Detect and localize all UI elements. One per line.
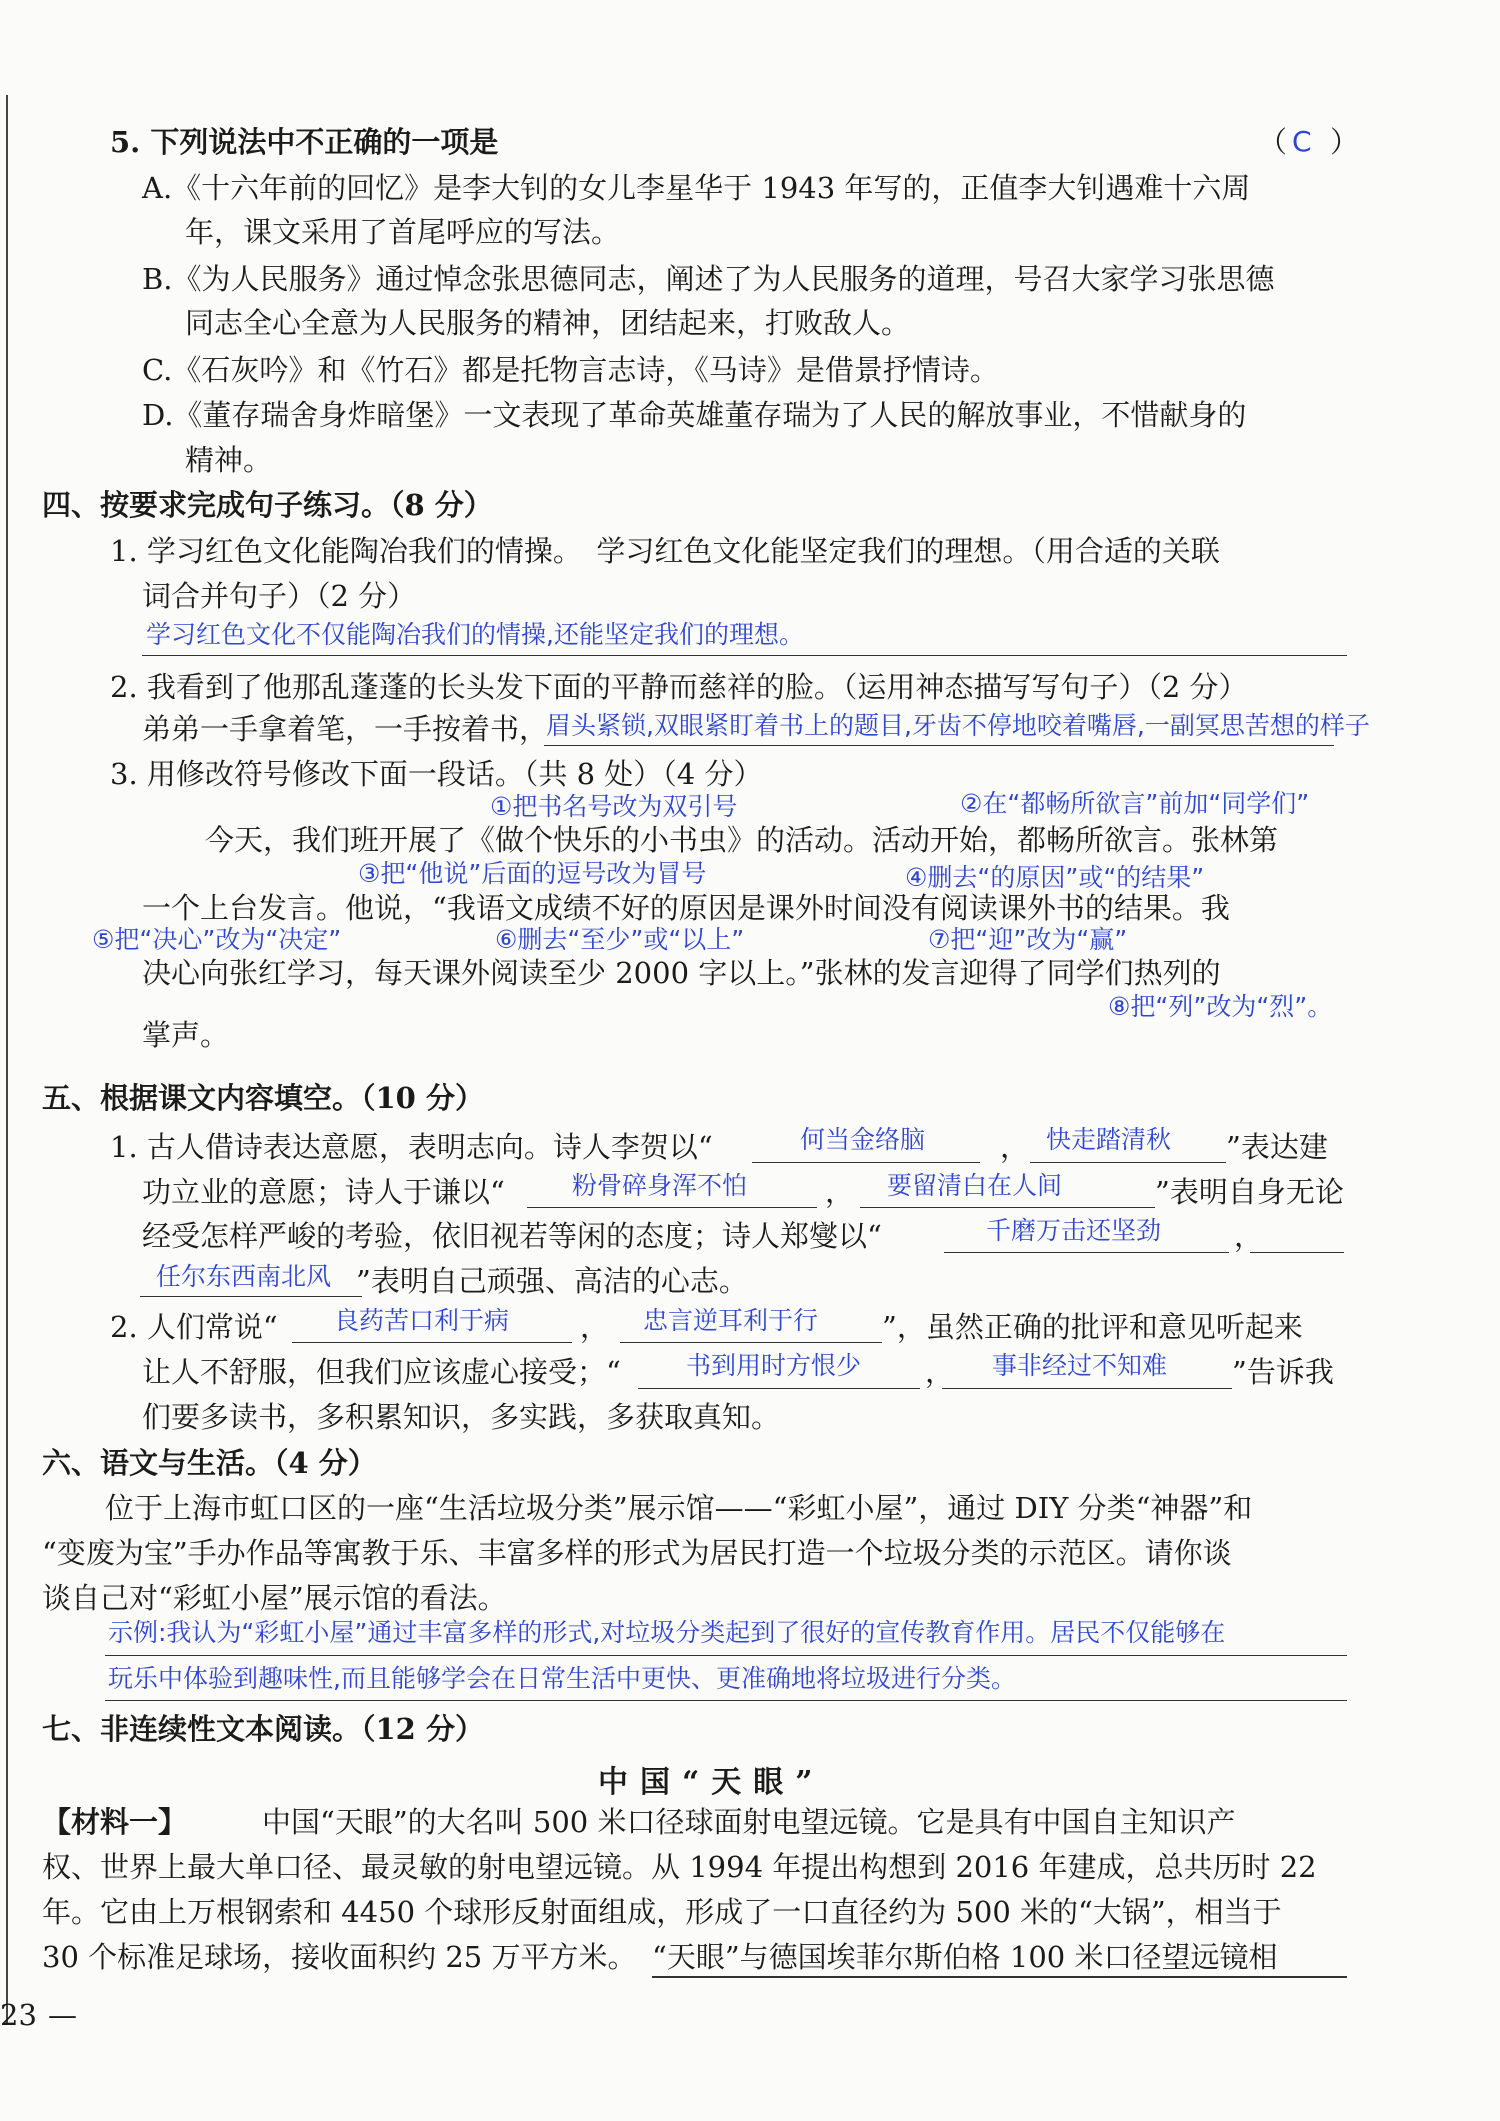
s5-answer-10: 事非经过不知难 bbox=[992, 1351, 1168, 1380]
s5-q1-text-f: ”表明自己顽强、高洁的心志。 bbox=[356, 1264, 748, 1298]
s4-q3-para-line3: 决心向张红学习，每天课外阅读至少 2000 字以上。”张林的发言迎得了同学们热列的 bbox=[142, 956, 1221, 990]
q5-stem: 5. 下列说法中不正确的一项是 bbox=[110, 125, 499, 159]
s4-q3-para-line2: 一个上台发言。他说，“我语文成绩不好的原因是课外时间没有阅读课外书的结果。我 bbox=[142, 891, 1230, 925]
page-number-dash: — bbox=[48, 1998, 77, 2032]
s7-para-line1: 中国“天眼”的大名叫 500 米口径球面射电望远镜。它是具有中国自主知识产 bbox=[262, 1805, 1236, 1839]
q5-option-d-line1: D.《董存瑞舍身炸暗堡》一文表现了革命英雄董存瑞为了人民的解放事业，不惜献身的 bbox=[142, 398, 1247, 432]
s5-blank-10 bbox=[942, 1388, 1232, 1389]
s5-q1-text-a: 1. 古人借诗表达意愿，表明志向。诗人李贺以“ bbox=[110, 1130, 713, 1164]
fix-8: ⑧把“列”改为“烈”。 bbox=[1108, 992, 1333, 1021]
s7-para-line4a: 30 个标准足球场，接收面积约 25 万平方米。 bbox=[42, 1940, 637, 1974]
s5-blank-4 bbox=[860, 1207, 1155, 1208]
s5-blank-1 bbox=[752, 1162, 980, 1163]
s5-answer-8: 忠言逆耳利于行 bbox=[643, 1306, 819, 1335]
s5-answer-9: 书到用时方恨少 bbox=[686, 1351, 862, 1380]
s7-para-line3: 年。它由上万根钢索和 4450 个球形反射面组成，形成了一口直径约为 500 米的“大锅”，相当于 bbox=[42, 1895, 1282, 1929]
section-4-heading: 四、按要求完成句子练习。（8 分） bbox=[42, 488, 493, 522]
fix-1: ①把书名号改为双引号 bbox=[490, 792, 738, 821]
section-6-heading: 六、语文与生活。（4 分） bbox=[42, 1446, 377, 1480]
q5-option-d-line2: 精神。 bbox=[185, 443, 273, 477]
s5-q2-text-d: ”告诉我 bbox=[1232, 1355, 1334, 1389]
s5-q1-text-c: 功立业的意愿；诗人于谦以“ bbox=[142, 1175, 505, 1209]
fix-6: ⑥删去“至少”或“以上” bbox=[495, 925, 745, 954]
fix-3: ③把“他说”后面的逗号改为冒号 bbox=[358, 859, 707, 888]
q5-option-c: C.《石灰吟》和《竹石》都是托物言志诗，《马诗》是借景抒情诗。 bbox=[142, 353, 999, 387]
s5-answer-5: 千磨万击还坚劲 bbox=[986, 1216, 1162, 1245]
s4-q1-line2: 词合并句子）（2 分） bbox=[142, 579, 417, 613]
s5-blank-9 bbox=[638, 1388, 920, 1389]
q5-option-a-line1: A.《十六年前的回忆》是李大钊的女儿李星华于 1943 年写的，正值李大钊遇难十六周 bbox=[142, 171, 1251, 205]
q5-paren-close: ） bbox=[1330, 125, 1360, 159]
s4-q1-line1: 1. 学习红色文化能陶冶我们的情操。 学习红色文化能坚定我们的理想。（用合适的关联 bbox=[110, 534, 1220, 568]
fix-4: ④删去“的原因”或“的结果” bbox=[905, 863, 1205, 892]
page-number: 23 bbox=[0, 1998, 37, 2032]
s4-q3-line1: 3. 用修改符号修改下面一段话。（共 8 处）（4 分） bbox=[110, 757, 763, 791]
s6-answer-line1: 示例:我认为“彩虹小屋”通过丰富多样的形式,对垃圾分类起到了很好的宣传教育作用。居民不仅能够在 bbox=[108, 1618, 1226, 1647]
fix-2: ②在“都畅所欲言”前加“同学们” bbox=[960, 789, 1310, 818]
s4-q2-line2: 弟弟一手拿着笔，一手按着书， bbox=[142, 712, 549, 746]
s5-q2-comma-2: ， bbox=[925, 1355, 955, 1389]
s5-blank-5 bbox=[944, 1252, 1229, 1253]
article-title: 中国“天眼” bbox=[598, 1765, 825, 1800]
s5-q1-comma-1: ， bbox=[1000, 1130, 1030, 1164]
s4-q2-line1: 2. 我看到了他那乱蓬蓬的长头发下面的平静而慈祥的脸。（运用神态描写写句子）（2 分） bbox=[110, 670, 1248, 704]
s5-answer-1: 何当金络脑 bbox=[800, 1125, 926, 1154]
q5-answer: C bbox=[1292, 125, 1312, 158]
q5-option-a-line2: 年，课文采用了首尾呼应的写法。 bbox=[185, 215, 621, 249]
s6-answer-rule-2 bbox=[105, 1700, 1347, 1701]
s5-q1-text-b: ”表达建 bbox=[1226, 1130, 1328, 1164]
q5-paren-open: （ bbox=[1258, 125, 1288, 159]
s6-para-line1: 位于上海市虹口区的一座“生活垃圾分类”展示馆——“彩虹小屋”，通过 DIY 分类“神器”和 bbox=[105, 1491, 1253, 1525]
s4-q2-answer: 眉头紧锁,双眼紧盯着书上的题目,牙齿不停地咬着嘴唇,一副冥思苦想的样子 bbox=[546, 711, 1370, 740]
s5-blank-6a bbox=[1250, 1252, 1344, 1253]
s7-para-line4b-underlined: “天眼”与德国埃菲尔斯伯格 100 米口径望远镜相 bbox=[652, 1940, 1278, 1974]
s6-para-line3: 谈自己对“彩虹小屋”展示馆的看法。 bbox=[42, 1581, 507, 1615]
binding-margin-line bbox=[6, 95, 8, 2025]
s6-para-line2: “变废为宝”手办作品等寓教于乐、丰富多样的形式为居民打造一个垃圾分类的示范区。请你谈 bbox=[42, 1536, 1232, 1570]
s5-blank-8 bbox=[620, 1342, 882, 1343]
s5-blank-6b bbox=[140, 1296, 362, 1297]
fix-7: ⑦把“迎”改为“赢” bbox=[928, 925, 1128, 954]
s5-answer-4: 要留清白在人间 bbox=[887, 1171, 1063, 1200]
s4-q1-answer-line bbox=[142, 655, 1347, 656]
s5-q1-text-d: ”表明自身无论 bbox=[1155, 1175, 1344, 1209]
s5-q1-comma-2: ， bbox=[825, 1175, 855, 1209]
s5-answer-2: 快走踏清秋 bbox=[1046, 1125, 1172, 1154]
s5-q1-text-e: 经受怎样严峻的考验，依旧视若等闲的态度；诗人郑燮以“ bbox=[142, 1219, 882, 1253]
s4-q3-para-line1: 今天，我们班开展了《做个快乐的小书虫》的活动。活动开始，都畅所欲言。张林第 bbox=[205, 823, 1279, 857]
s5-blank-2 bbox=[1030, 1162, 1226, 1163]
s5-q2-text-b: ”，虽然正确的批评和意见听起来 bbox=[882, 1310, 1303, 1344]
s5-blank-3 bbox=[527, 1207, 817, 1208]
s5-answer-7: 良药苦口利于病 bbox=[334, 1306, 510, 1335]
section-7-heading: 七、非连续性文本阅读。（12 分） bbox=[42, 1712, 484, 1746]
s7-underline bbox=[652, 1976, 1347, 1978]
q5-option-b-line1: B.《为人民服务》通过悼念张思德同志，阐述了为人民服务的道理，号召大家学习张思德 bbox=[142, 262, 1275, 296]
fix-5: ⑤把“决心”改为“决定” bbox=[92, 925, 342, 954]
s7-para-line2: 权、世界上最大单口径、最灵敏的射电望远镜。从 1994 年提出构想到 2016 年建成，总共历时 22 bbox=[42, 1850, 1317, 1884]
q5-option-b-line2: 同志全心全意为人民服务的精神，团结起来，打败敌人。 bbox=[185, 306, 911, 340]
s5-blank-7 bbox=[292, 1342, 572, 1343]
s4-q1-answer: 学习红色文化不仅能陶冶我们的情操,还能坚定我们的理想。 bbox=[146, 620, 804, 649]
s5-q2-text-a: 2. 人们常说“ bbox=[110, 1310, 278, 1344]
s5-q2-comma-1: ， bbox=[580, 1310, 610, 1344]
s5-q2-text-e: 们要多读书，多积累知识，多实践，多获取真知。 bbox=[142, 1400, 781, 1434]
s6-answer-line2: 玩乐中体验到趣味性,而且能够学会在日常生活中更快、更准确地将垃圾进行分类。 bbox=[108, 1664, 1016, 1693]
material-one-label: 【材料一】 bbox=[42, 1805, 188, 1839]
section-5-heading: 五、根据课文内容填空。（10 分） bbox=[42, 1081, 484, 1115]
s5-answer-6: 任尔东西南北风 bbox=[156, 1262, 332, 1291]
s4-q2-answer-line bbox=[544, 745, 1334, 746]
s4-q3-para-line4: 掌声。 bbox=[142, 1018, 230, 1052]
s5-answer-3: 粉骨碎身浑不怕 bbox=[572, 1171, 748, 1200]
s5-q2-text-c: 让人不舒服，但我们应该虚心接受；“ bbox=[142, 1355, 621, 1389]
s6-answer-rule-1 bbox=[105, 1655, 1347, 1656]
s5-q1-comma-3: ， bbox=[1234, 1219, 1264, 1253]
